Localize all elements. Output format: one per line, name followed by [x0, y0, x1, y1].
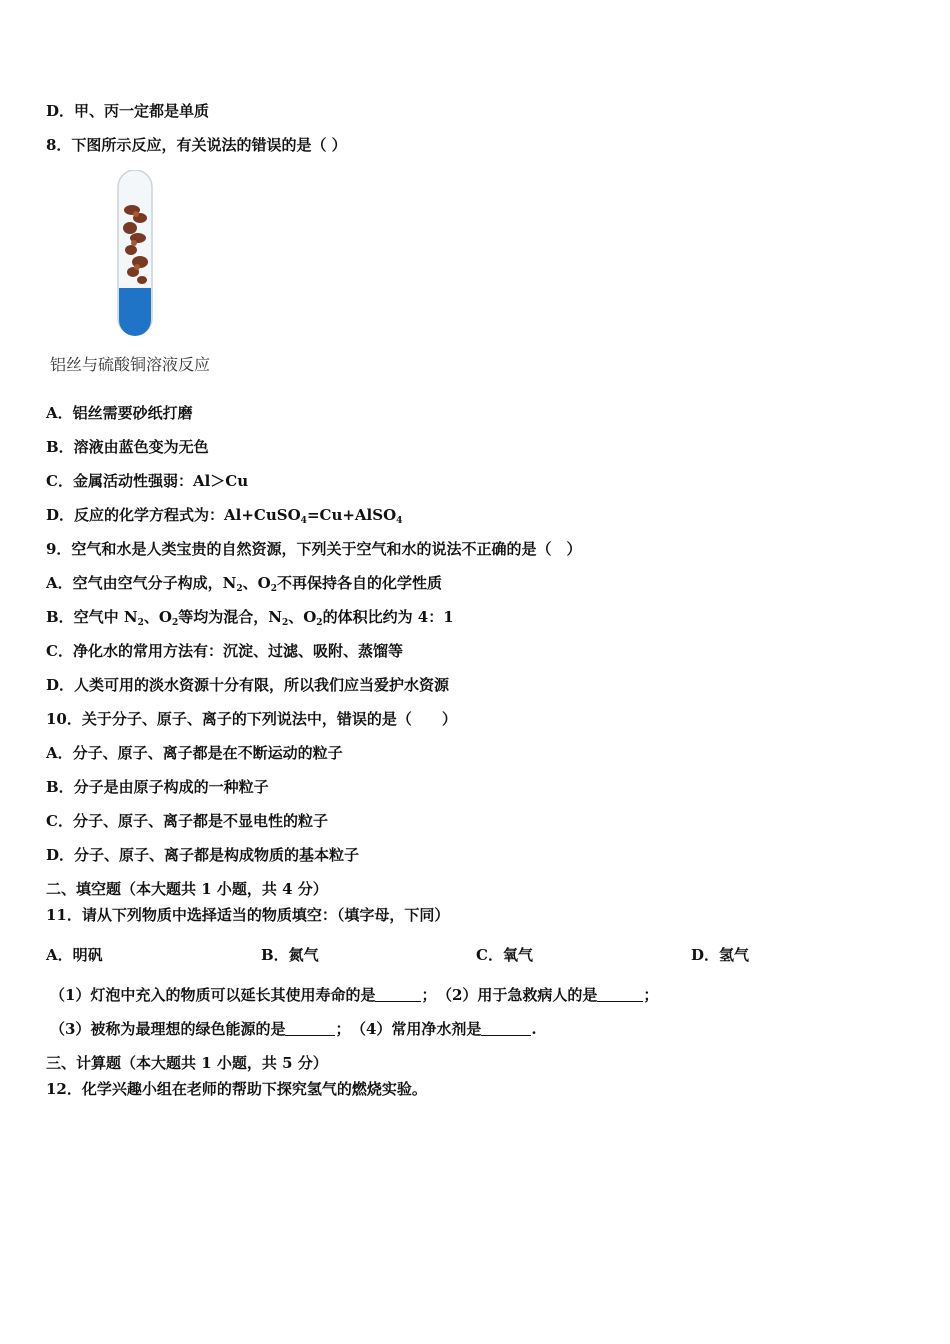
subscript: 4 [396, 516, 403, 526]
q8-stem: 8．下图所示反应，有关说法的错误的是（ ） [46, 136, 347, 154]
q8-option-b: B．溶液由蓝色变为无色 [46, 438, 209, 456]
text: D．反应的化学方程式为：Al+CuSO [46, 506, 301, 524]
text: 的体积比约为 4：1 [322, 608, 454, 626]
q9-option-a [46, 573, 442, 599]
section-3-heading: 三、计算题（本大题共 1 小题，共 5 分） [46, 1054, 328, 1072]
q10-stem: 10．关于分子、原子、离子的下列说法中，错误的是（ ） [46, 710, 457, 728]
q8-option-a: A．铝丝需要砂纸打磨 [46, 404, 193, 422]
q11-blanks-3-4 [50, 1019, 537, 1039]
q11-option-b: B．氮气 [261, 946, 319, 964]
q10-option-b: B．分子是由原子构成的一种粒子 [46, 778, 269, 796]
text: ； [421, 986, 437, 1004]
text: （1）灯泡中充入的物质可以延长其使用寿命的是 [50, 986, 376, 1004]
subscript: 4 [300, 516, 307, 526]
text: （2）用于急救病人的是 [444, 986, 598, 1004]
answer-blank-1[interactable] [375, 987, 421, 1002]
text: A．空气由空气分子构成，N [46, 574, 237, 592]
text: B．空气中 N [46, 608, 138, 626]
q12-stem: 12．化学兴趣小组在老师的帮助下探究氢气的燃烧实验。 [46, 1080, 427, 1098]
text: （3）被称为最理想的绿色能源的是 [50, 1020, 286, 1038]
q11-blanks-1-2 [50, 985, 658, 1005]
answer-blank-2[interactable] [597, 987, 643, 1002]
subscript: 2 [270, 584, 277, 594]
text: ； [335, 1020, 351, 1038]
test-tube-icon [100, 170, 170, 345]
answer-blank-4[interactable] [481, 1021, 531, 1036]
q9-stem: 9．空气和水是人类宝贵的自然资源，下列关于空气和水的说法不正确的是（ ） [46, 540, 582, 558]
text: 、O [143, 608, 172, 626]
text: 、O [242, 574, 271, 592]
q8-option-d [46, 505, 402, 531]
text: 不再保持各自的化学性质 [276, 574, 442, 592]
text: =Cu+AlSO [306, 506, 397, 524]
q9-option-d: D．人类可用的淡水资源十分有限，所以我们应当爱护水资源 [46, 676, 450, 694]
subscript: 2 [171, 618, 179, 628]
subscript: 2 [236, 584, 243, 594]
text: ； [643, 986, 659, 1004]
subscript: 2 [316, 618, 323, 628]
section-2-heading: 二、填空题（本大题共 1 小题，共 4 分） [46, 880, 328, 898]
q10-option-a: A．分子、原子、离子都是在不断运动的粒子 [46, 744, 343, 762]
figure-caption: 铝丝与硫酸铜溶液反应 [50, 355, 211, 374]
q11-stem: 11．请从下列物质中选择适当的物质填空：（填字母，下同） [46, 906, 450, 924]
answer-blank-3[interactable] [285, 1021, 335, 1036]
q8-option-c: C．金属活动性强弱：Al＞Cu [46, 472, 249, 490]
subscript: 2 [281, 618, 289, 628]
q10-option-d: D．分子、原子、离子都是构成物质的基本粒子 [46, 846, 360, 864]
text: 等均为混合，N [178, 608, 282, 626]
q9-option-c: C．净化水的常用方法有：沉淀、过滤、吸附、蒸馏等 [46, 642, 403, 660]
text: . [531, 1020, 537, 1038]
q7-option-d: D．甲、丙一定都是单质 [46, 102, 210, 120]
q11-option-c: C．氧气 [476, 946, 533, 964]
q11-option-a: A．明矾 [46, 946, 103, 964]
q10-option-c: C．分子、原子、离子都是不显电性的粒子 [46, 812, 328, 830]
text: 、O [288, 608, 317, 626]
text: （4）常用净水剂是 [358, 1020, 482, 1038]
q9-option-b [46, 607, 454, 633]
subscript: 2 [137, 618, 144, 628]
q11-option-d: D．氢气 [691, 946, 750, 964]
